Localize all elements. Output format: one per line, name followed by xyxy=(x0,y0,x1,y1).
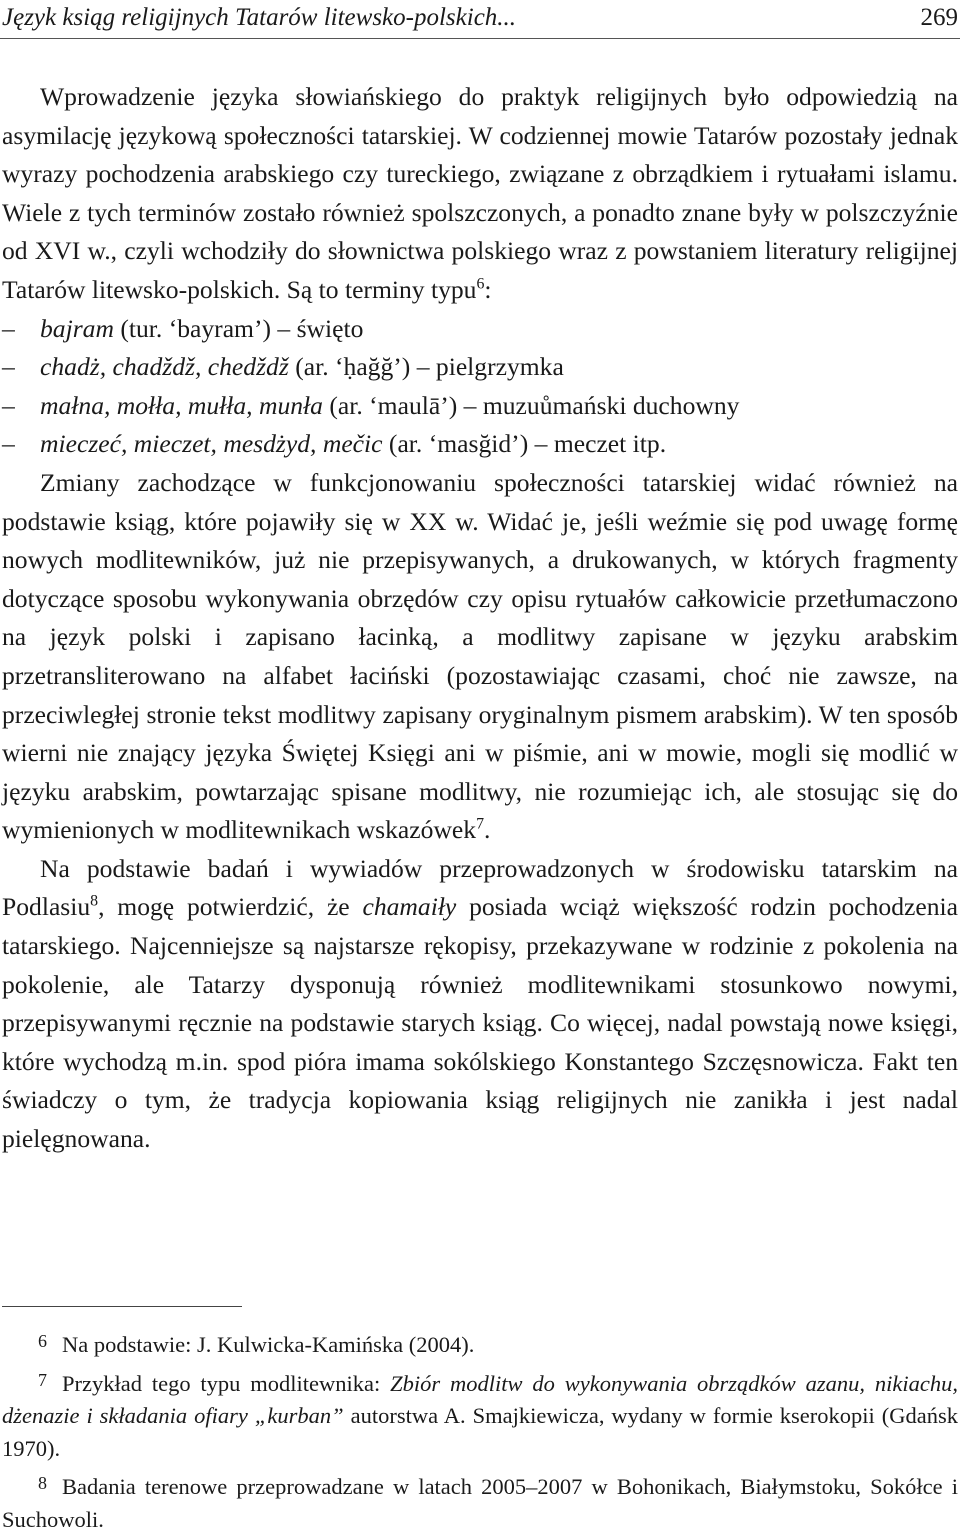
term-gloss: (ar. ‘ḥağğ’) – pielgrzymka xyxy=(288,352,564,382)
footnotes xyxy=(2,1325,958,1538)
paragraph-1: Wprowadzenie języka słowiańskiego do praktyk religijnych było odpowiedzią na asymilację językową społeczności tatarskiej. W codziennej mowie Tatarów pozostały jednak wyrazy pochodzenia arabskiego czy tureckiego, związane z obrządkiem i rytuałami islamu. Wiele z tych terminów zostało również spolszczonych, a ponadto znane były w polszczyźnie od XVI w., czyli wchodziły do słownictwa polskiego wraz z powstaniem literatury religijnej Tatarów litewsko-polskich. Są to terminy typu$^6$: xyxy=(2,82,958,304)
term: małna, mołła, mułła, munła xyxy=(40,390,323,420)
term-gloss: (tur. ‘bayram’) – święto xyxy=(113,313,364,343)
dash: – xyxy=(2,390,15,420)
paragraph-3: Na podstawie badań i wywiadów przeprowadzonych w środowisku tatarskim na Podlasiu$^8$, mogę potwierdzić, że chamaiły posiada wciąż większość rodzin pochodzenia tatarskiego. Najcenniejsze są najstarsze rękopisy, przekazywane w rodzinie z pokolenia na pokolenie, ale Tatarzy dysponują również modlitewnikami stosunkowo nowymi, przepisywanymi ręcznie na podstawie starych ksiąg. Co więcej, nadal powstają nowe księgi, które wychodzą m.in. spod pióra imama sokólskiego Konstantego Szczęsnowicza. Fakt ten świadczy o tym, że tradycja kopiowania ksiąg religijnych nie zanikła i jest nadal pielęgnowana. xyxy=(2,853,959,1154)
footnote-number: 8 xyxy=(38,1473,47,1493)
footnote: 6 Na podstawie: J. Kulwicka-Kamińska (2004). xyxy=(2,1325,958,1362)
dash: – xyxy=(2,313,15,343)
term: bajram xyxy=(40,313,114,343)
page-number: 269 xyxy=(920,4,958,31)
term-item xyxy=(2,425,958,464)
footnote-ref-7[interactable]: 7 xyxy=(476,815,485,833)
term: mieczeć, mieczet, mesdżyd, mečic xyxy=(40,429,383,459)
term-gloss: (ar. ‘maulā’) – muzuůmański duchowny xyxy=(322,390,740,420)
header-rule xyxy=(0,38,960,39)
footnote-ref-6[interactable]: 6 xyxy=(476,275,485,293)
footnote-rule xyxy=(2,1306,242,1307)
footnote: 8 Badania terenowe przeprowadzane w latach 2005–2007 w Bohonikach, Białymstoku, Sokółce i Suchowoli. xyxy=(2,1467,958,1536)
term-item xyxy=(2,348,958,387)
term: chadż, chadždž, chedždž xyxy=(40,352,289,382)
term-item xyxy=(2,387,958,426)
footnote-number: 7 xyxy=(38,1369,47,1390)
footnote: 7 Przykład tego typu modlitewnika: Zbiór modlitw do wykonywania obrządków azanu, nikiachu, dżenazie i składania ofiary „kurban” autorstwa A. Smajkiewicza, wydany w formie kserokopii (Gdańsk 1970). xyxy=(2,1364,958,1466)
paragraph-2: Zmiany zachodzące w funkcjonowaniu społeczności tatarskiej widać również na podstawie ksiąg, które pojawiły się w XX w. Widać je, jeśli weźmie się pod uwagę formę nowych modlitewników, już nie przepisywanych, a drukowanych, w których fragmenty dotyczące sposobu wykonywania obrzędów czy opisu rytuałów całkowicie przetłumaczono na język polski i zapisano łacinką, a modlitwy zapisane w języku arabskim przetransliterowano na alfabet łaciński (pozostawiając czasami, choć nie zawsze, na przeciwległej stronie tekst modlitwy zapisany oryginalnym pismem arabskim). W ten sposób wierni nie znający języka Świętej Księgi ani w piśmie, ani w mowie, mogli się modlić w języku arabskim, powtarzając spisane modlitwy, nie rozumiejąc ich, ale stosując się do wymienionych w modlitewnikach wskazówek$^7$. xyxy=(2,467,958,845)
dash: – xyxy=(2,429,15,459)
term-item xyxy=(2,310,958,349)
dash: – xyxy=(2,352,15,382)
term-gloss: (ar. ‘masğid’) – meczet itp. xyxy=(382,429,667,459)
running-title: Język ksiąg religijnych Tatarów litewsko-polskich... xyxy=(2,4,517,31)
footnote-number: 6 xyxy=(38,1331,47,1351)
running-header xyxy=(0,0,960,36)
main-text xyxy=(2,78,958,1159)
footnote-ref-8[interactable]: 8 xyxy=(90,892,99,910)
